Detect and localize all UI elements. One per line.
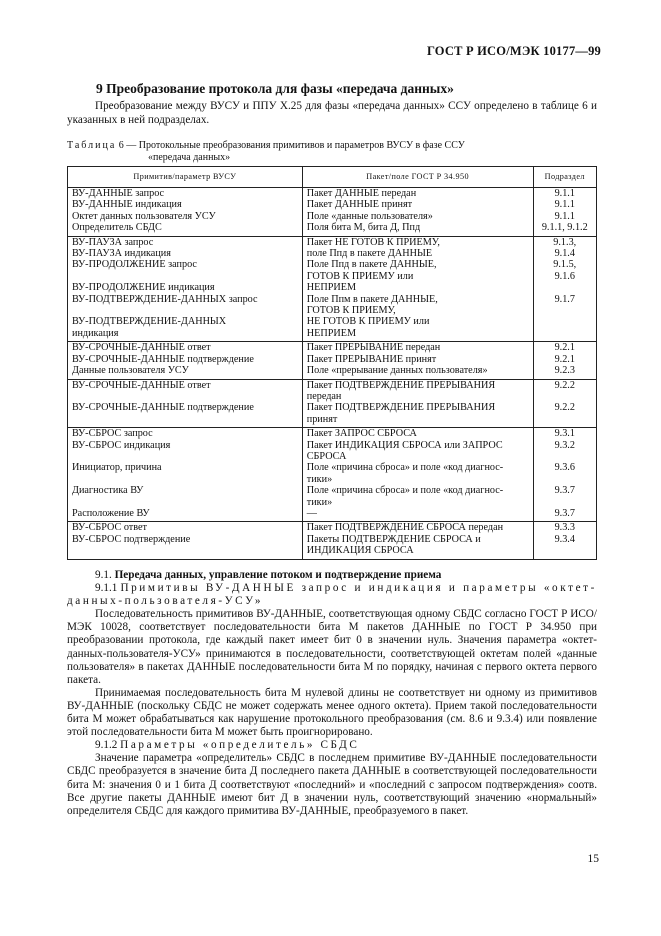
cell-line: Расположение ВУ [72,507,150,519]
cell-line: 9.1.1 [554,188,575,199]
header-subsection: Подраздел [533,167,597,188]
cell-line: Поле Ппм в пакете ДАННЫЕ, [306,293,438,305]
subsection-9-1-1-title: Примитивы ВУ-ДАННЫЕ запрос и индикация и параметры «октет-данных-пользователя-УСУ» [67,582,597,608]
cell-line: 9.1.3, [553,236,577,248]
cell-line: Поля бита М, бита Д, Ппд [306,222,421,234]
header-primitive: Примитив/параметр ВУСУ [68,167,303,188]
table-row [68,428,597,522]
cell-line: тики» [306,473,333,485]
cell-line: Поле «данные пользователя» [306,210,433,222]
cell-line: Пакеты ПОДТВЕРЖДЕНИЕ СБРОСА и [306,533,481,545]
cell-line [72,391,298,402]
cell-line: Пакет ЗАПРОС СБРОСА [306,428,417,440]
cell-subsection [533,522,597,559]
cell-line: ВУ-СБРОС индикация [72,439,171,451]
cell-line: Поле Ппд в пакете ДАННЫЕ, [306,259,437,271]
cell-line: 9.3.4 [554,533,575,545]
cell-line: Поле «прерывание данных пользователя» [306,365,488,377]
cell-line [72,271,298,282]
page-number: 15 [587,853,599,865]
table-row [68,342,597,379]
table-row [68,236,597,342]
paragraph-2: Принимаемая последовательность бита М нулевой длины не соответствует ни одному из примитивов ВУ-ДАННЫЕ (поскольку СБДС не может содержать менее одного октета). Прием такой последовательности бита М может обрабатываться как нарушение протокольного преобразования (см. 8.6 и 9.3.4) или появление этой последовательности бита М может быть проигнорировано. [67,686,597,739]
cell-line: ВУ-СРОЧНЫЕ-ДАННЫЕ подтверждение [72,402,254,414]
cell-line [538,545,593,556]
body-text [67,569,597,818]
subsection-9-1-1: 9.1.1 Примитивы ВУ-ДАННЫЕ запрос и индикация и параметры «октет-данных-пользователя-УСУ» [67,582,597,608]
cell-line [538,305,593,316]
table-row [68,522,597,559]
cell-line: ВУ-ПРОДОЛЖЕНИЕ индикация [72,282,215,294]
table-row [68,379,597,428]
cell-line [72,497,298,508]
cell-line: Пакет ПОДТВЕРЖДЕНИЕ ПРЕРЫВАНИЯ [306,402,496,414]
table-caption-line2: «передача данных» [148,151,231,163]
cell-line [72,474,298,485]
cell-primitive [68,342,303,379]
cell-line: Инициатор, причина [72,462,162,474]
cell-line [538,328,593,339]
cell-line: поле Ппд в пакете ДАННЫЕ [306,248,433,260]
cell-primitive [68,428,303,522]
cell-line: ВУ-ПОДТВЕРЖДЕНИЕ-ДАННЫХ запрос [72,293,258,305]
table-row [68,188,597,237]
cell-line: НЕ ГОТОВ К ПРИЕМУ или [306,316,430,328]
cell-line: Пакет НЕ ГОТОВ К ПРИЕМУ, [306,236,440,248]
cell-line: 9.2.2 [554,379,575,391]
cell-line: ВУ-ПАУЗА индикация [72,248,171,260]
cell-line: 9.2.1 [554,353,575,365]
paragraph-3: Значение параметра «определитель» СБДС в последнем примитиве ВУ-ДАННЫЕ последовательности СБДС преобразуется в значение бита Д последнего пакета ДАННЫЕ в соответствующей последовательности бита М: значения 0 и 1 бита Д соответствуют «последний» и «последний с запросом подтверждения» соотв. Все другие пакеты ДАННЫЕ имеют бит Д в значении нуль, соответствующий значению «нормальный» определителя СБДС для каждого примитива ВУ-ДАННЫЕ, преобразуемого в пакет. [67,752,597,817]
cell-line: Пакет ПОДТВЕРЖДЕНИЕ СБРОСА передан [306,522,504,534]
cell-line: ВУ-СБРОС запрос [72,428,153,440]
header-packet: Пакет/поле ГОСТ Р 34.950 [302,167,533,188]
cell-line [72,545,298,556]
cell-subsection [533,342,597,379]
protocol-table [67,166,597,560]
subsection-9-1: 9.1. Передача данных, управление потоком и подтверждение приема [95,569,442,581]
cell-line [72,451,298,462]
cell-line: ВУ-СБРОС ответ [72,522,147,534]
cell-line [72,305,298,316]
cell-line [538,451,593,462]
cell-line: 9.1.6 [554,270,575,282]
cell-line: 9.2.1 [554,342,575,354]
cell-primitive [68,379,303,428]
cell-line: Определитель СБДС [72,222,162,234]
subsection-9-1-2-title: Параметры «определитель» СБДС [120,739,360,752]
cell-line: Пакет ДАННЫЕ передан [306,188,417,199]
cell-packet [302,522,533,559]
cell-line: ВУ-ПРОДОЛЖЕНИЕ запрос [72,259,197,271]
cell-line: Пакет ПРЕРЫВАНИЕ передан [306,342,441,354]
cell-subsection [533,428,597,522]
cell-line: 9.2.3 [554,365,575,377]
cell-line: Пакет ИНДИКАЦИЯ СБРОСА или ЗАПРОС [306,439,503,451]
subsection-9-1-title: Передача данных, управление потоком и подтверждение приема [114,569,442,581]
cell-line [538,316,593,327]
cell-line: 9.3.7 [554,485,575,497]
table-caption [67,140,587,163]
cell-line: ВУ-СРОЧНЫЕ-ДАННЫЕ ответ [72,379,211,391]
cell-line: ВУ-ПОДТВЕРЖДЕНИЕ-ДАННЫХ [72,316,227,328]
cell-packet [302,379,533,428]
cell-line: Данные пользователя УСУ [72,365,189,377]
cell-line: ГОТОВ К ПРИЕМУ, [306,305,396,317]
cell-line: СБРОСА [306,450,347,462]
cell-line: тики» [306,496,333,508]
cell-subsection [533,236,597,342]
paragraph-1: Последовательность примитивов ВУ-ДАННЫЕ, соответствующая одному СБДС согласно ГОСТ Р ИСО/МЭК 10028, соответствует последовательности бита М пакетов ДАННЫЕ по ГОСТ Р 34.950 при преобразовании протокола, где каждый пакет имеет бит 0 в значении нуль. Значения параметра «октет-данных-пользователя-УСУ» принимаются в последовательности, соответствующей октетам полей «данные пользователя» в пакетах ДАННЫЕ последовательности бита М по порядку, начиная с первого октета первого пакета. [67,608,597,686]
cell-line: 9.3.2 [554,439,575,451]
cell-line: ВУ-ПАУЗА запрос [72,236,154,248]
cell-line: ВУ-ДАННЫЕ запрос [72,188,165,199]
cell-line: передан [306,390,342,402]
cell-packet [302,188,533,237]
cell-line: индикация [72,327,119,339]
cell-line: Поле «причина сброса» и поле «код диагнос- [306,485,504,497]
table-caption-text: 6 — Протокольные преобразования примитивов и параметров ВУСУ в фазе ССУ [116,140,465,151]
cell-line: 9.1.1 [554,210,575,222]
cell-subsection [533,379,597,428]
subsection-9-1-2: 9.1.2 Параметры «определитель» СБДС [95,739,360,752]
cell-line: 9.3.1 [554,428,575,440]
cell-packet [302,342,533,379]
document-header: ГОСТ Р ИСО/МЭК 10177—99 [426,44,601,58]
cell-line: — [306,507,317,519]
cell-line: ГОТОВ К ПРИЕМУ или [306,270,414,282]
cell-line [538,414,593,425]
cell-line: 9.1.1 [554,199,575,211]
cell-line: 9.1.7 [554,293,575,305]
cell-primitive [68,188,303,237]
cell-line [72,414,298,425]
cell-line: ИНДИКАЦИЯ СБРОСА [306,545,414,557]
cell-line: Диагностика ВУ [72,485,144,497]
cell-line: Поле «причина сброса» и поле «код диагнос- [306,462,504,474]
cell-line: ВУ-СРОЧНЫЕ-ДАННЫЕ подтверждение [72,353,254,365]
cell-line: 9.1.5, [553,259,577,271]
cell-line: ВУ-СРОЧНЫЕ-ДАННЫЕ ответ [72,342,211,354]
cell-line: Октет данных пользователя УСУ [72,210,216,222]
cell-line: Пакет ДАННЫЕ принят [306,199,413,211]
cell-line: 9.3.6 [554,462,575,474]
table-caption-label: Таблица [67,140,117,151]
cell-primitive [68,522,303,559]
cell-line: 9.1.4 [554,248,575,260]
cell-line: ВУ-СБРОС подтверждение [72,533,191,545]
section-heading: 9 Преобразование протокола для фазы «передача данных» [96,81,454,96]
cell-line: НЕПРИЕМ [306,327,357,339]
cell-line: 9.1.1, 9.1.2 [541,222,588,234]
cell-primitive [68,236,303,342]
cell-line: Пакет ПОДТВЕРЖДЕНИЕ ПРЕРЫВАНИЯ [306,379,496,391]
cell-line: НЕПРИЕМ [306,282,357,294]
cell-line [538,497,593,508]
intro-paragraph: Преобразование между ВУСУ и ППУ Х.25 для фазы «передача данных» ССУ определено в таблице 6 и указанных в ней подразделах. [67,100,597,126]
cell-line [538,391,593,402]
cell-subsection [533,188,597,237]
cell-packet [302,236,533,342]
cell-line [538,282,593,293]
cell-line: 9.3.7 [554,507,575,519]
cell-line [538,474,593,485]
cell-line: ВУ-ДАННЫЕ индикация [72,199,182,211]
table-header-row [68,167,597,188]
cell-line: принят [306,413,338,425]
cell-line: Пакет ПРЕРЫВАНИЕ принят [306,353,437,365]
cell-line: 9.2.2 [554,402,575,414]
cell-line: 9.3.3 [554,522,575,534]
cell-packet [302,428,533,522]
